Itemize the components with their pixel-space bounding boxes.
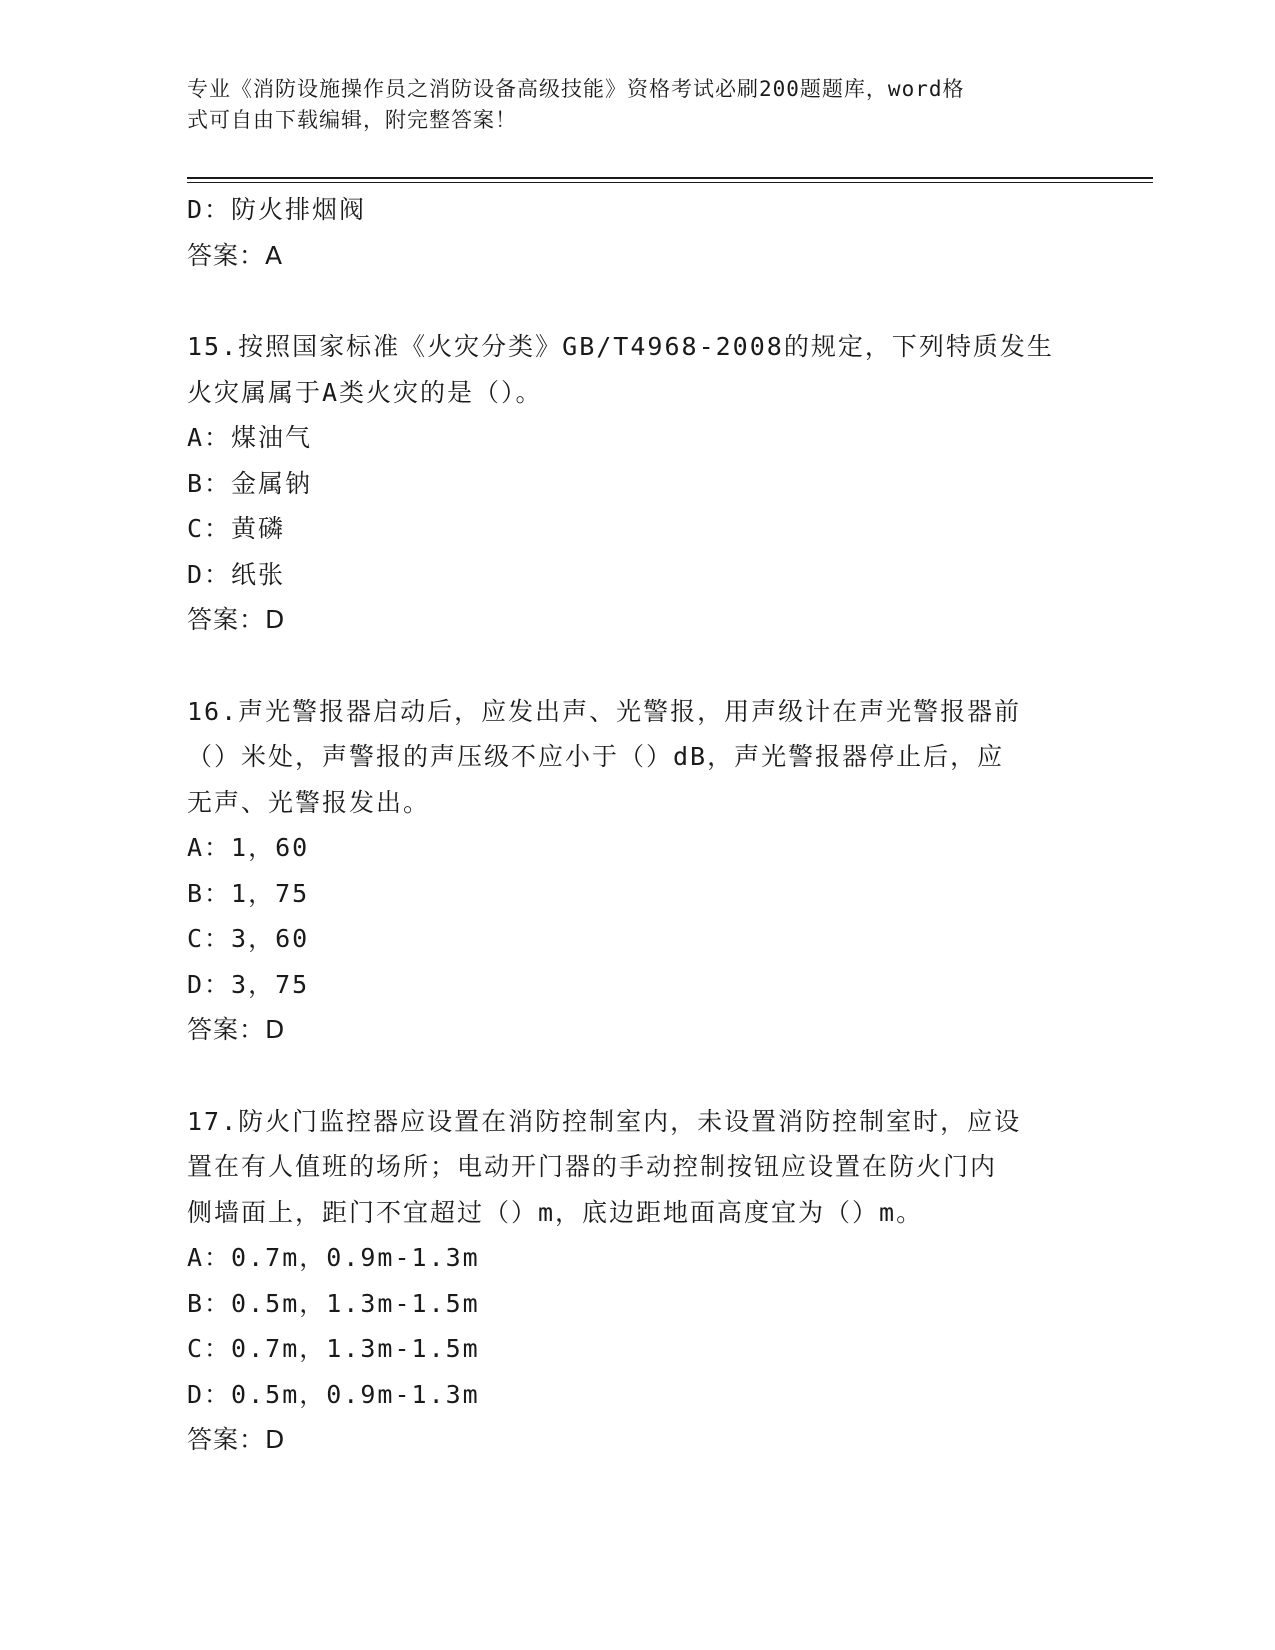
question-16-text-line-2: （）米处，声警报的声压级不应小于（）dB，声光警报器停止后，应 — [187, 742, 1005, 771]
question-17-text-line-2: 置在有人值班的场所；电动开门器的手动控制按钮应设置在防火门内 — [187, 1152, 998, 1181]
question-16 — [187, 689, 1087, 1053]
question-16-option-a: A：1，60 — [187, 833, 310, 862]
question-16-answer: 答案：D — [187, 1015, 286, 1044]
question-16-option-c: C：3，60 — [187, 924, 310, 953]
question-15-option-d: D：纸张 — [187, 559, 286, 589]
question-17-option-a: A：0.7m，0.9m-1.3m — [187, 1243, 480, 1272]
question-17 — [187, 1099, 1087, 1463]
question-15-text-line-1: 15.按照国家标准《火灾分类》GB/T4968-2008的规定，下列特质发生 — [187, 332, 1054, 361]
question-16-text-line-1: 16.声光警报器启动后，应发出声、光警报，用声级计在声光警报器前 — [187, 696, 1022, 726]
question-15-answer: 答案：D — [187, 605, 286, 634]
question-17-text-line-3: 侧墙面上，距门不宜超过（）m，底边距地面高度宜为（）m。 — [187, 1197, 924, 1227]
header-line-1: 专业《消防设施操作员之消防设备高级技能》资格考试必刷200题题库，word格 — [187, 77, 965, 101]
question-17-option-b: B：0.5m，1.3m-1.5m — [187, 1288, 480, 1318]
question-17-option-d: D：0.5m，0.9m-1.3m — [187, 1379, 480, 1409]
question-16-text-line-3: 无声、光警报发出。 — [187, 787, 431, 817]
question-15-option-b: B：金属钠 — [187, 468, 313, 498]
header-divider-thick — [187, 177, 1153, 179]
header-line-2: 式可自由下载编辑，附完整答案！ — [187, 108, 517, 132]
question-17-option-c: C：0.7m，1.3m-1.5m — [187, 1334, 480, 1363]
question-16-option-d: D：3，75 — [187, 969, 310, 999]
prev-option-d: D：防火排烟阀 — [187, 195, 367, 224]
question-16-option-b: B：1，75 — [187, 878, 310, 908]
document-body — [187, 187, 1087, 1463]
question-15-option-c: C：黄磷 — [187, 514, 286, 543]
question-15-text-line-2: 火灾属属于A类火灾的是（）。 — [187, 377, 543, 407]
document-header — [187, 74, 1067, 136]
prev-answer: 答案：A — [187, 240, 284, 270]
question-15 — [187, 324, 1087, 643]
header-divider-thin — [187, 182, 1153, 183]
question-17-text-line-1: 17.防火门监控器应设置在消防控制室内，未设置消防控制室时，应设 — [187, 1106, 1022, 1136]
question-17-answer: 答案：D — [187, 1425, 286, 1454]
question-15-option-a: A：煤油气 — [187, 423, 313, 452]
